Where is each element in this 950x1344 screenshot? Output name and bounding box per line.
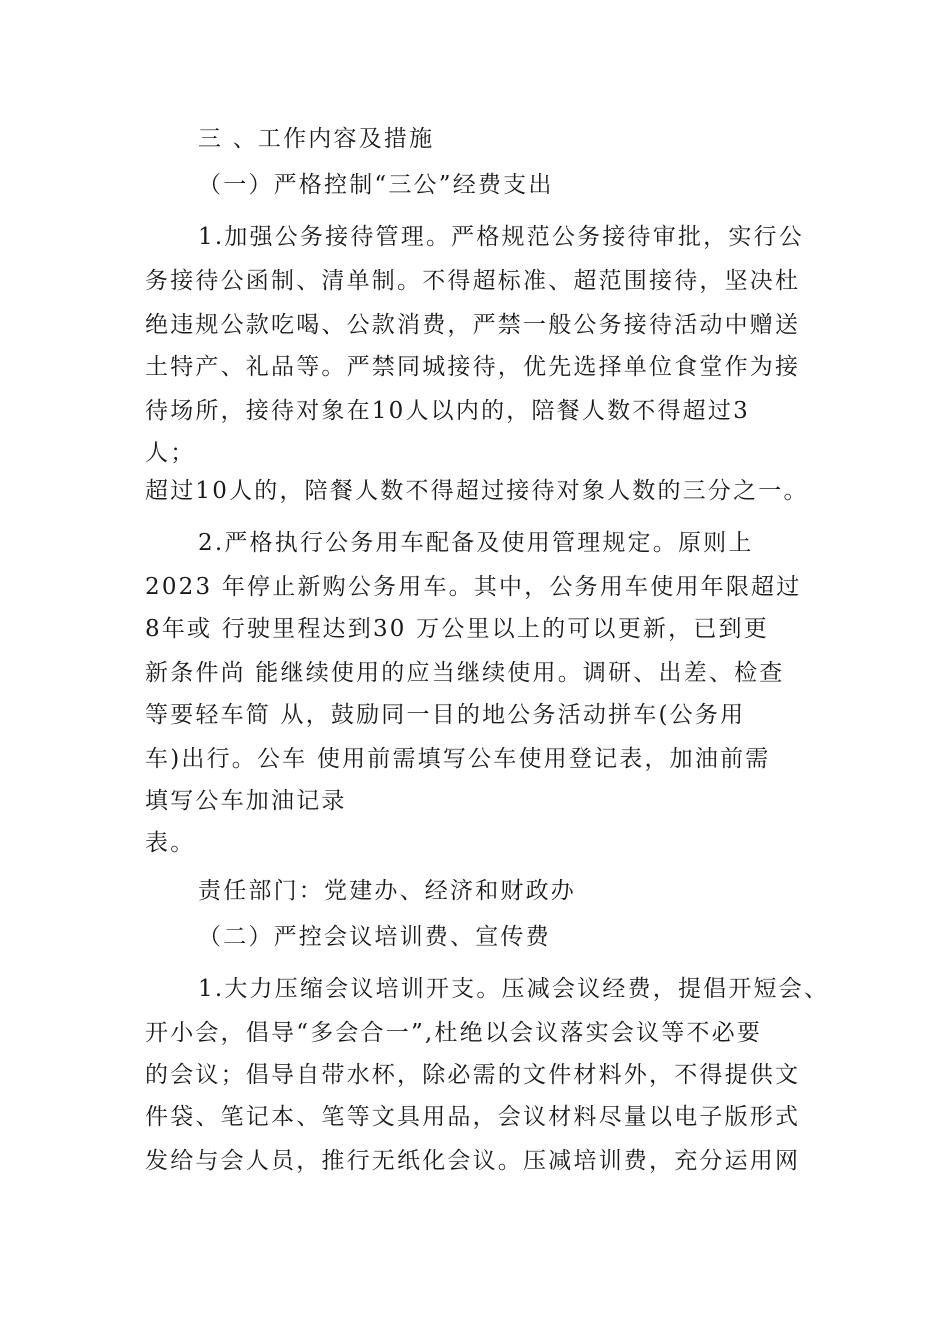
paragraph-line: 等要轻车简 从，鼓励同一目的地公务活动拼车(公务用 xyxy=(145,702,746,728)
paragraph-line: 超过10人的，陪餐人数不得超过接待对象人数的三分之一。 xyxy=(145,478,809,504)
section-heading: 三 、工作内容及措施 xyxy=(198,126,435,152)
paragraph-line: 表。 xyxy=(145,830,196,856)
paragraph-line: 1.大力压缩会议培训开支。压减会议经费，提倡开短会、 xyxy=(198,976,830,1002)
paragraph-line: 2.严格执行公务用车配备及使用管理规定。原则上 xyxy=(198,530,754,556)
subsection-heading: （一）严格控制“三公”经费支出 xyxy=(198,172,554,198)
paragraph-line: 的会议；倡导自带水杯，除必需的文件材料外，不得提供文 xyxy=(145,1062,801,1088)
paragraph-line: 车)出行。公车 使用前需填写公车使用登记表，加油前需 xyxy=(145,746,771,772)
paragraph-line: 绝违规公款吃喝、公款消费，严禁一般公务接待活动中赠送 xyxy=(145,312,801,338)
paragraph-line: 待场所，接待对象在10人以内的，陪餐人数不得超过3 xyxy=(145,398,750,424)
paragraph-line: 填写公车加油记录 xyxy=(145,788,347,814)
paragraph-line: 件袋、笔记本、笔等文具用品，会议材料尽量以电子版形式 xyxy=(145,1104,801,1130)
paragraph-line: 新条件尚 能继续使用的应当继续使用。调研、出差、检查 xyxy=(145,660,785,686)
subsection-heading: （二）严控会议培训费、宣传费 xyxy=(198,924,551,950)
paragraph-line: 开小会，倡导“多会合一”,杜绝以会议落实会议等不必要 xyxy=(145,1020,763,1046)
paragraph-line: 人； xyxy=(145,440,196,466)
paragraph-line: 1.加强公务接待管理。严格规范公务接待审批，实行公 xyxy=(198,224,804,250)
paragraph-line: 土特产、礼品等。严禁同城接待，优先选择单位食堂作为接 xyxy=(145,354,801,380)
paragraph-line: 务接待公函制、清单制。不得超标准、超范围接待，坚决杜 xyxy=(145,268,801,294)
paragraph-line: 2023 年停止新购公务用车。其中，公务用车使用年限超过 xyxy=(145,574,802,600)
responsible-department: 责任部门：党建办、经济和财政办 xyxy=(198,878,576,904)
paragraph-line: 发给与会人员，推行无纸化会议。压减培训费，充分运用网 xyxy=(145,1148,801,1174)
paragraph-line: 8年或 行驶里程达到30 万公里以上的可以更新，已到更 xyxy=(145,616,769,642)
